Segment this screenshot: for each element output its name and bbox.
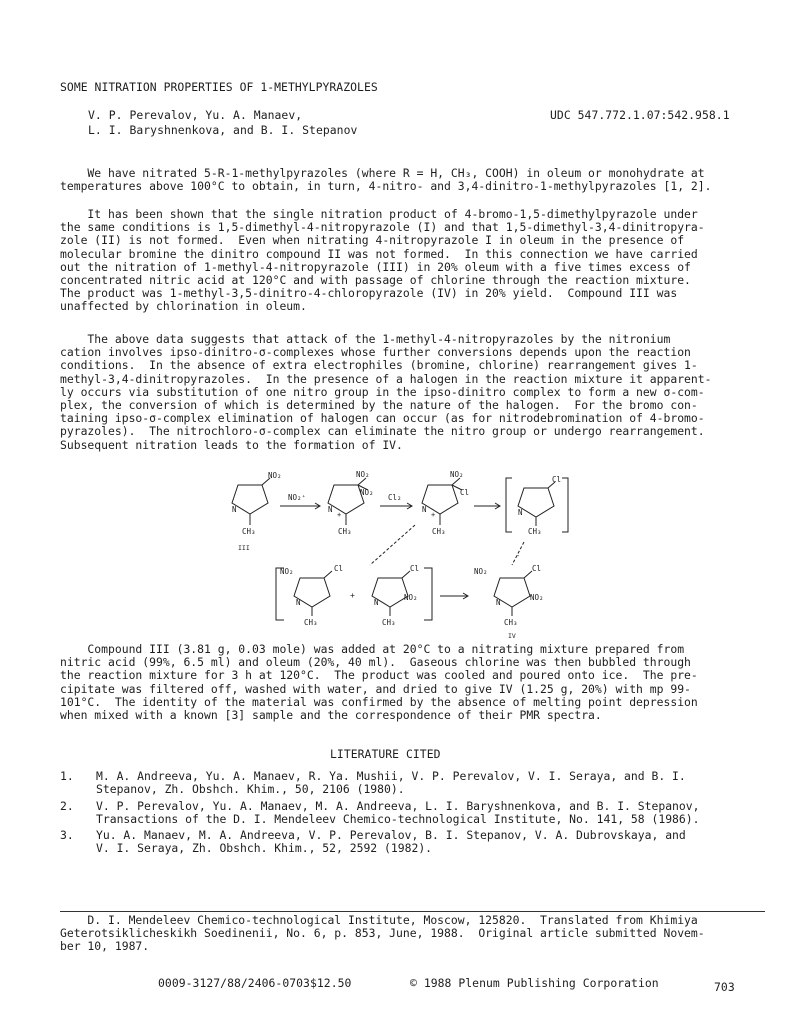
footnote-divider <box>60 911 765 912</box>
text-line: taining ipso-σ-complex elimination of halogen can occur (as for nitrodebromination of 4-bromo- <box>60 411 705 426</box>
label-ch3: CH₃ <box>338 527 352 536</box>
label-no2: NO₂ <box>530 593 544 602</box>
footnote-line: D. I. Mendeleev Chemico-technological Institute, Moscow, 125820. Translated from Khimiya <box>60 913 698 927</box>
bond <box>452 478 460 485</box>
text-line: methyl-3,4-dinitropyrazoles. In the presence of a halogen in the reaction mixture it apparent- <box>60 371 712 386</box>
reference-2 <box>96 800 699 826</box>
text-line: cipitate was filtered off, washed with water, and dried to give IV (1.25 g, 20%) with mp 99- <box>60 681 691 696</box>
label-n: N <box>422 505 427 514</box>
pyrazole-ring-sigma-1 <box>328 485 364 514</box>
text-line: the same conditions is 1,5-dimethyl-4-nitropyrazole (I) and that 1,5-dimethyl-3,4-dinitropyra- <box>60 220 705 235</box>
label-n: N <box>232 505 237 514</box>
footnote-line: Geterotsiklicheskikh Soedinenii, No. 6, p. 853, June, 1988. Original article submitted Novem- <box>60 926 705 941</box>
pyrazole-ring-sigma-2 <box>422 485 458 514</box>
reference-number: 2. <box>60 799 74 813</box>
reaction-scheme <box>0 470 796 640</box>
charge-minus: - <box>516 552 521 560</box>
charge-plus: + <box>337 511 342 519</box>
bracket-left <box>506 478 512 532</box>
paragraph-1 <box>60 167 750 193</box>
reference-1 <box>96 770 686 796</box>
reagent-cl2: Cl₂ <box>388 493 402 502</box>
label-ch3: CH₃ <box>432 527 446 536</box>
text-line: pyrazoles). The nitrochloro-σ-complex can eliminate the nitro group or undergo rearrangement. <box>60 424 705 439</box>
issn-price-code: 0009-3127/88/2406-0703$12.50 <box>158 976 352 990</box>
label-no2: NO₂ <box>474 567 488 576</box>
label-ch3: CH₃ <box>504 618 518 627</box>
label-ch3: CH₃ <box>304 618 318 627</box>
label-no2: NO₂ <box>356 470 370 479</box>
reference-line: Stepanov, Zh. Obshch. Khim., 50, 2106 (1980). <box>96 782 405 797</box>
reference-line: M. A. Andreeva, Yu. A. Manaev, R. Ya. Mushii, V. P. Perevalov, V. I. Seraya, and B. I. <box>96 769 686 783</box>
footnote <box>60 914 750 954</box>
authors-line-1: V. P. Perevalov, Yu. A. Manaev, <box>88 108 303 122</box>
text-line: cation involves ipso-dinitro-σ-complexes whose further conversions depends upon the reaction <box>60 345 691 360</box>
paragraph-3 <box>60 333 750 452</box>
literature-heading: LITERATURE CITED <box>330 747 441 761</box>
paragraph-2 <box>60 208 750 314</box>
label-ch3: CH₃ <box>528 527 542 536</box>
authors-line-2: L. I. Baryshnenkova, and B. I. Stepanov <box>88 123 358 137</box>
text-line: the reaction mixture for 3 h at 120°C. The product was cooled and poured onto ice. The pre- <box>60 668 698 683</box>
label-n: N <box>328 505 333 514</box>
label-ch3: CH₃ <box>242 527 256 536</box>
label-n: N <box>374 598 379 607</box>
bond <box>524 571 532 578</box>
reference-line: Transactions of the D. I. Mendeleev Chemico-technological Institute, No. 141, 58 (1986). <box>96 812 700 827</box>
text-line: ly occurs via substitution of one nitro group in the ipso-dinitro complex to form a new σ-com- <box>60 384 705 399</box>
label-n: N <box>296 598 301 607</box>
text-line: It has been shown that the single nitration product of 4-bromo-1,5-dimethylpyrazole under <box>60 207 698 221</box>
compound-label-iii: III <box>238 544 250 552</box>
label-ch3: CH₃ <box>382 618 396 627</box>
reference-line: V. I. Seraya, Zh. Obshch. Khim., 52, 2592 (1982). <box>96 841 433 856</box>
text-line: The product was 1-methyl-3,5-dinitro-4-chloropyrazole (IV) in 20% yield. Compound III was <box>60 286 678 301</box>
text-line: temperatures above 100°C to obtain, in turn, 4-nitro- and 3,4-dinitro-1-methylpyrazoles [1, 2]. <box>60 179 712 194</box>
bracket-right <box>424 568 432 620</box>
footnote-line: ber 10, 1987. <box>60 939 150 954</box>
compound-label-iv: IV <box>508 632 516 640</box>
label-no2: NO₂ <box>268 471 282 480</box>
label-n: N <box>496 598 501 607</box>
reference-3 <box>96 829 686 855</box>
text-line: nitric acid (99%, 6.5 ml) and oleum (20%, 40 ml). Gaseous chlorine was then bubbled through <box>60 655 691 670</box>
reference-number: 3. <box>60 828 74 842</box>
bracket-right <box>562 478 568 532</box>
udc-code: UDC 547.772.1.07:542.958.1 <box>550 108 730 122</box>
text-line: out the nitration of 1-methyl-4-nitropyrazole (III) in 20% oleum with a five times excess of <box>60 259 691 274</box>
text-line: when mixed with a known [3] sample and the correspondence of their PMR spectra. <box>60 707 602 722</box>
label-no2: NO₂ <box>404 593 418 602</box>
text-line: molecular bromine the dinitro compound II was not formed. In this connection we have carried <box>60 246 698 261</box>
reference-number: 1. <box>60 769 74 783</box>
text-line: 101°C. The identity of the material was confirmed by the absence of melting point depression <box>60 694 698 709</box>
reference-line: V. P. Perevalov, Yu. A. Manaev, M. A. Andreeva, L. I. Baryshnenkova, and B. I. Stepanov, <box>96 799 700 813</box>
text-line: Subsequent nitration leads to the formation of IV. <box>60 437 403 452</box>
label-cl: Cl <box>552 475 562 484</box>
text-line: zole (II) is not formed. Even when nitrating 4-nitropyrazole I in oleum in the presence of <box>60 233 685 248</box>
label-cl: Cl <box>410 564 420 573</box>
reference-line: Yu. A. Manaev, M. A. Andreeva, V. P. Perevalov, B. I. Stepanov, V. A. Dubrovskaya, and <box>96 828 686 842</box>
reagent-no2-plus: NO₂⁺ <box>288 493 307 502</box>
bond <box>324 571 332 578</box>
charge-plus: + <box>431 511 436 519</box>
text-line: conditions. In the absence of extra electrophiles (bromine, chlorine) rearrangement gives 1- <box>60 358 698 373</box>
text-line: Compound III (3.81 g, 0.03 mole) was added at 20°C to a nitrating mixture prepared from <box>60 642 685 656</box>
reaction-arrow-dashed <box>370 525 415 565</box>
plus-sign: + <box>350 591 355 600</box>
bond <box>358 478 366 485</box>
paragraph-4 <box>60 643 750 722</box>
pyrazole-ring-intermediate <box>518 488 554 517</box>
label-no2: NO₂ <box>360 488 374 497</box>
text-line: The above data suggests that attack of the 1-methyl-4-nitropyrazoles by the nitronium <box>60 332 671 346</box>
label-cl: Cl <box>334 564 344 573</box>
text-line: We have nitrated 5-R-1-methylpyrazoles (where R = H, CH₃, COOH) in oleum or monohydrate at <box>60 166 705 180</box>
copyright-notice: © 1988 Plenum Publishing Corporation <box>410 976 659 990</box>
pyrazole-ring-iii <box>232 485 268 514</box>
page-number: 703 <box>714 980 735 994</box>
label-cl: Cl <box>532 564 542 573</box>
text-line: concentrated nitric acid at 120°C and with passage of chlorine through the reaction mixture. <box>60 272 691 287</box>
article-title: SOME NITRATION PROPERTIES OF 1-METHYLPYRAZOLES <box>60 80 378 94</box>
label-cl: Cl <box>460 488 470 497</box>
text-line: unaffected by chlorination in oleum. <box>60 299 307 314</box>
label-no2: NO₂ <box>450 470 464 479</box>
label-n: N <box>518 508 523 517</box>
text-line: plex, the conversion of which is determined by the nature of the halogen. For the bromo con- <box>60 397 698 412</box>
label-no2: NO₂ <box>280 567 294 576</box>
bond <box>402 571 410 578</box>
